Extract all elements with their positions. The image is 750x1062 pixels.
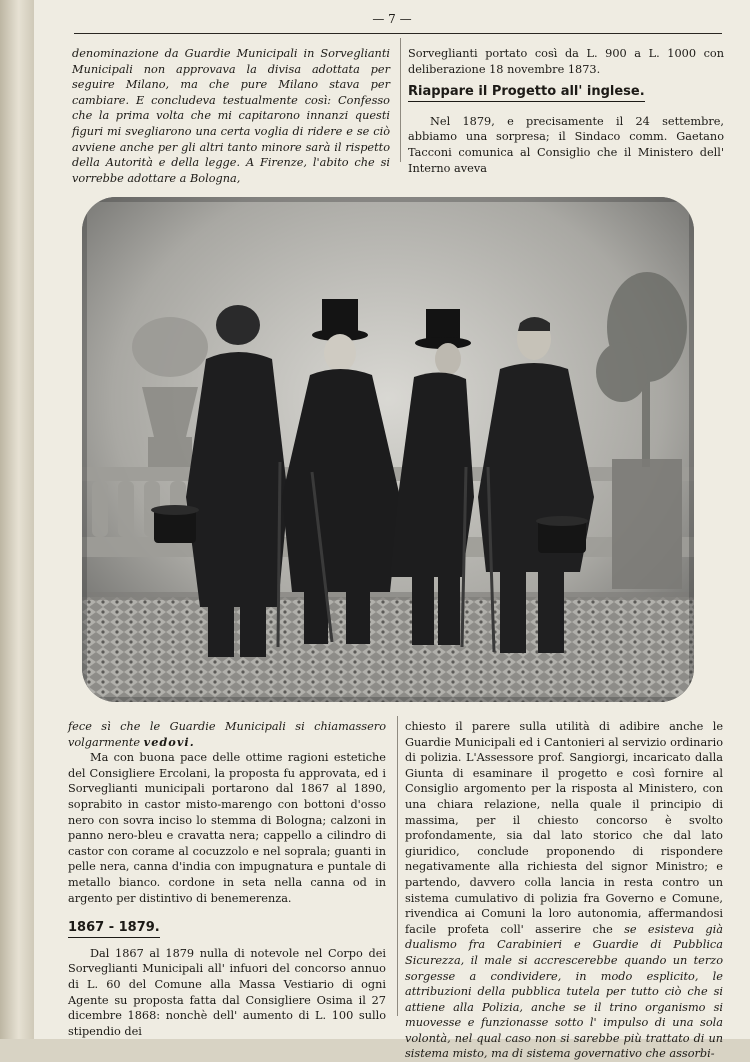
patterned-floor (82, 597, 694, 702)
page (34, 0, 750, 1061)
top-column-divider (400, 38, 401, 162)
bottom-right-paragraph (405, 719, 723, 1062)
bottom-right-column (405, 719, 723, 1062)
bottom-column-divider (397, 716, 398, 1016)
bottom-left-column (68, 719, 386, 1039)
section-heading-1867-1879: 1867 - 1879. (68, 920, 160, 938)
bottom-right-plain: chiesto il parere sulla utilità di adibire anche le Guardie Municipali ed i Cantonieri al servizio ordinario di polizia. L'Assessore prof. Sangiorgi, incaricato dalla Giunta di esaminare il progetto e così fornire al Consiglio argomento per la risposta al Ministero, con una chiara relazione, nella quale il principio di massima, per il chiesto concorso è svolto profondamente, sia dal lato storico che dal lato giuridico, conclude proponendo di rispondere negativamente alla richiesta del signor Ministro; e partendo, davvero colla lancia in resta contro un sistema cumulativo di polizia fra Governo e Comune, rivendica ai Comuni la loro autonomia, affermandosi facile profeta coll' asserire che (405, 720, 723, 936)
top-right-paragraph: Nel 1879, e precisamente il 24 settembre, abbiamo una sorpresa; il Sindaco comm. Gaetano Tacconi comunica al Consiglio che il Ministero dell' Interno aveva (408, 114, 724, 175)
opening-text: fece sì che le Guardie Municipali si chiamassero volgarmente (68, 720, 386, 749)
bottom-left-paragraph-1: Ma con buona pace delle ottime ragioni estetiche del Consigliere Ercolani, la proposta fu approvata, ed i Sorveglianti municipali portarono dal 1867 al 1890, soprabito in castor misto-marengo con bottoni d'osso nero con sovra inciso lo stemma di Bologna; calzoni in panno nero-bleu e cravatta nera; cappello a cilindro di castor con corame al cocuzzolo e nel soprala; guanti in pelle nera, canna d'india con impugnatura e puntale di metallo bianco. cordone in seta nella canna od in argento per distintivo di benemerenza. (68, 751, 386, 905)
bottom-left-opening (68, 719, 386, 750)
top-left-text: denominazione da Guardie Municipali in Sorveglianti Municipali non approvava la divisa adottata per seguire Milano, ma che pure Milano stava per cambiare. E concludeva testualmente così: Confesso che la prima volta che mi capitarono innanzi questi figuri mi svegliarono una certa voglia di ridere e se ciò avviene anche per gli altri tanto minore sarà il rispetto della Autorità e della legge. A Firenze, l'abito che si vorrebbe adottare a Bologna, (72, 47, 390, 185)
bottom-right-italic: se esisteva già dualismo fra Carabinieri e Guardie di Pubblica Sicurezza, il male si accrescerebbe quando un terzo sorgesse a condividere, in modo esplicito, le attribuzioni della pubblica tutela per tutto ciò che si attiene alla Polizia, anche se il trino organismo si muovesse e funzionasse sotto l' impulso di una sola volontà, nel qual caso non si sarebbe più trattato di un sistema misto, ma di sistema governativo che assorbi- (405, 922, 724, 1061)
opening-emphasis: vedovi. (143, 734, 195, 749)
page-number: — 7 — (372, 12, 412, 26)
top-left-column (72, 46, 390, 186)
bottom-left-paragraph-2: Dal 1867 al 1879 nulla di notevole nel Corpo dei Sorveglianti Municipali all' infuori del concorso annuo di L. 60 del Comune alla Massa Vestiario di ogni Agente su proposta fatta dal Consigliere Osima il 27 dicembre 1868: nonchè dell' aumento di L. 100 sullo stipendio dei (68, 946, 386, 1038)
book-binding-gutter (0, 0, 35, 1039)
historical-photograph (82, 197, 694, 702)
top-right-column (408, 46, 724, 176)
top-right-intro: Sorveglianti portato così da L. 900 a L. 1000 con deliberazione 18 novembre 1873. (408, 47, 724, 76)
photograph-icon (82, 197, 694, 702)
section-heading-progetto: Riappare il Progetto all' inglese. (408, 84, 645, 102)
header-rule (74, 33, 722, 34)
